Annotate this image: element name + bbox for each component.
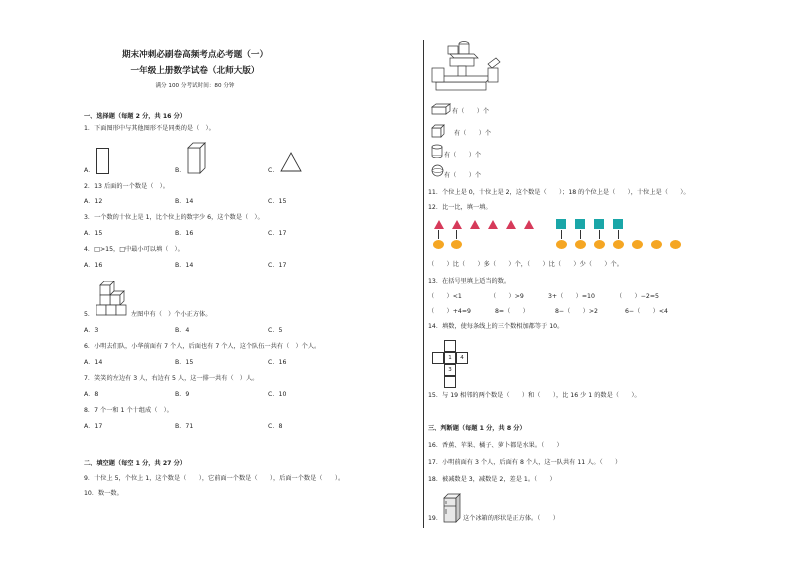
grid-cell[interactable] xyxy=(432,352,444,364)
square-icon xyxy=(575,219,585,229)
q4-option-b: B．14 xyxy=(175,262,194,269)
q13-item-6: 8=（ ） xyxy=(495,308,529,315)
q5-option-a: A．3 xyxy=(84,327,99,334)
triangle-icon xyxy=(524,220,534,229)
square-icon xyxy=(556,219,566,229)
section1-heading: 一、选择题（每题 2 分，共 16 分） xyxy=(84,113,186,120)
grid-cell[interactable] xyxy=(444,340,456,352)
q5-option-b: B．4 xyxy=(175,327,190,334)
match-line xyxy=(618,230,619,239)
q13-item-7: 8−（ ）>2 xyxy=(555,308,598,315)
match-line xyxy=(456,230,457,239)
q13-item-5: （ ）+4=9 xyxy=(428,308,471,315)
q13: 13．在括号里填上适当的数。 xyxy=(428,278,511,285)
grid-cell-value: 4 xyxy=(456,352,468,364)
q14: 14．填数，使每条线上的三个数相加都等于 10。 xyxy=(428,323,564,330)
q5: 左图中有（ ）个小正方体。 xyxy=(131,311,212,318)
grid-cell-value: 1 xyxy=(444,352,456,364)
q2-option-a: A．12 xyxy=(84,198,103,205)
circle-icon xyxy=(433,240,444,249)
square-icon xyxy=(613,219,623,229)
circle-icon xyxy=(670,240,681,249)
q19-number: 19． xyxy=(428,515,443,522)
q13-item-1: （ ）<1 xyxy=(428,293,462,300)
circle-icon xyxy=(575,240,586,249)
q13-item-4: （ ）−2=5 xyxy=(616,293,659,300)
q19: 这个冰箱的形状是正方体。（ ） xyxy=(463,515,559,522)
exam-subtitle: 一年级上册数学试卷（北师大版） xyxy=(130,66,260,76)
q8: 8．7 个一和 1 个十组成（ ）。 xyxy=(84,407,173,414)
q17: 17．小明前面有 3 个人，后面有 8 个人，这一队共有 11 人。（ ） xyxy=(428,459,622,466)
circle-icon xyxy=(613,240,624,249)
building-blocks-figure xyxy=(430,40,502,96)
q1-option-b: B． xyxy=(175,167,186,174)
circle-icon xyxy=(632,240,643,249)
q7: 7．笑笑的左边有 3 人，右边有 5 人，这一排一共有（ ）人。 xyxy=(84,375,259,382)
cuboid-icon xyxy=(431,103,451,115)
section3-heading: 三、判断题（每题 1 分，共 8 分） xyxy=(428,425,526,432)
sphere-icon xyxy=(431,164,444,177)
q11: 11．个位上是 0，十位上是 2，这个数是（ ）；18 的个位上是（ ），十位上是（ ）。 xyxy=(428,189,690,196)
q7-option-a: A．8 xyxy=(84,391,99,398)
section2-heading: 二、填空题（每空 1 分，共 27 分） xyxy=(84,460,186,467)
q13-item-8: 6−（ ）<4 xyxy=(625,308,668,315)
q12-fill: （ ）比（ ）多（ ）个，（ ）比（ ）少（ ）个。 xyxy=(428,261,623,268)
triangle-shape xyxy=(280,152,302,172)
q12: 12．比一比，填一填。 xyxy=(428,204,492,211)
q4-option-c: C．17 xyxy=(268,262,287,269)
triangle-icon xyxy=(506,220,516,229)
q1-option-c: C． xyxy=(268,167,279,174)
cube-stack-figure xyxy=(96,281,130,317)
q6-option-c: C．16 xyxy=(268,359,287,366)
q3-option-a: A．15 xyxy=(84,230,103,237)
q2-option-c: C．15 xyxy=(268,198,287,205)
count-cylinder: 有（ ）个 xyxy=(444,152,482,159)
q9: 9．十位上 5，个位上 1，这个数是（ ），它前面一个数是（ ），后面一个数是（ ）。 xyxy=(84,475,345,482)
q8-option-a: A．17 xyxy=(84,423,103,430)
count-sphere: 有（ ）个 xyxy=(444,172,482,179)
q1-option-a: A． xyxy=(84,167,95,174)
circle-icon xyxy=(556,240,567,249)
triangle-icon xyxy=(488,220,498,229)
q5-number: 5． xyxy=(84,311,95,318)
grid-cell-value: 3 xyxy=(444,364,456,376)
q13-item-3: 3+（ ）=10 xyxy=(548,293,595,300)
match-line xyxy=(438,230,439,239)
q5-option-c: C．5 xyxy=(268,327,283,334)
q16: 16．香蕉、苹果、橘子、萝卜都是水果。（ ） xyxy=(428,442,563,449)
q2: 2．13 后面的一个数是（ ）。 xyxy=(84,183,169,190)
cube-icon xyxy=(431,124,445,138)
cuboid-shape xyxy=(187,142,207,174)
q7-option-b: B．9 xyxy=(175,391,190,398)
square-icon xyxy=(594,219,604,229)
q8-option-b: B．71 xyxy=(175,423,194,430)
count-cube: 有（ ）个 xyxy=(454,130,492,137)
match-line xyxy=(580,230,581,239)
circle-icon xyxy=(451,240,462,249)
triangle-icon xyxy=(434,220,444,229)
q4: 4．□>15，□中最小可以填（ ）。 xyxy=(84,246,184,253)
q10: 10．数一数。 xyxy=(84,490,123,497)
cylinder-icon xyxy=(431,144,443,158)
match-line xyxy=(561,230,562,239)
q3: 3．一个数的十位上是 1，比个位上的数字少 6，这个数是（ ）。 xyxy=(84,214,264,221)
q8-option-c: C．8 xyxy=(268,423,283,430)
q3-option-b: B．16 xyxy=(175,230,194,237)
column-divider xyxy=(423,40,424,528)
q1: 1．下面图形中与其他图形不是同类的是（ ）。 xyxy=(84,125,215,132)
q13-item-2: （ ）>9 xyxy=(490,293,524,300)
count-cuboid: 有（ ）个 xyxy=(452,108,490,115)
q6: 6．小明去们队，小华前面有 7 个人，后面也有 7 个人，这个队伍一共有（ ）个人。 xyxy=(84,343,321,350)
q2-option-b: B．14 xyxy=(175,198,194,205)
q6-option-a: A．14 xyxy=(84,359,103,366)
rectangle-shape xyxy=(96,148,109,174)
q15: 15．与 19 相邻的两个数是（ ）和（ ），比 16 少 1 的数是（ ）。 xyxy=(428,392,641,399)
q4-option-a: A．16 xyxy=(84,262,103,269)
q18: 18．被减数是 3，减数是 2，差是 1。（ ） xyxy=(428,476,556,483)
grid-cell[interactable] xyxy=(444,376,456,388)
q7-option-c: C．10 xyxy=(268,391,287,398)
circle-icon xyxy=(651,240,662,249)
refrigerator-icon xyxy=(442,493,462,523)
triangle-icon xyxy=(452,220,462,229)
circle-icon xyxy=(594,240,605,249)
match-line xyxy=(599,230,600,239)
q3-option-c: C．17 xyxy=(268,230,287,237)
exam-title: 期末冲刺必刷卷高频考点必考题（一） xyxy=(121,50,269,60)
q6-option-b: B．15 xyxy=(175,359,194,366)
triangle-icon xyxy=(470,220,480,229)
exam-info: 满分 100 分考试时间：80 分钟 xyxy=(155,83,235,89)
